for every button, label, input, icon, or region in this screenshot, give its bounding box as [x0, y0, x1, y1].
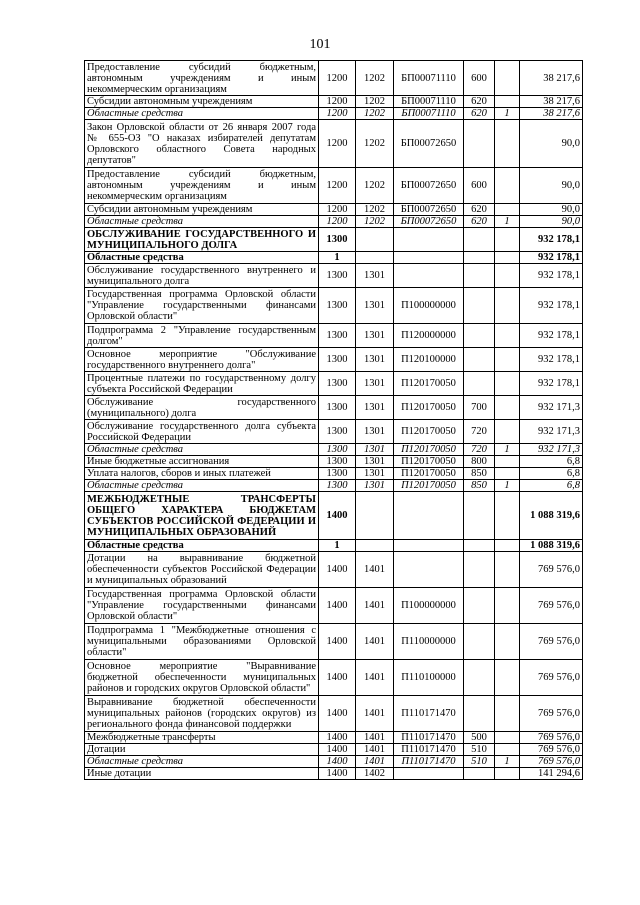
- section-code: 1400: [319, 552, 356, 588]
- row-name: Закон Орловской области от 26 января 2007 года № 655-ОЗ "О наказах избирателей депутатам Орловского областного Совета народных депутатов": [85, 120, 319, 168]
- section-code: 1400: [319, 744, 356, 756]
- funding-source-code: [495, 252, 520, 264]
- table-row: [85, 480, 583, 492]
- row-name: Уплата налогов, сборов и иных платежей: [85, 468, 319, 480]
- funding-source-code: 1: [495, 444, 520, 456]
- funding-source-code: [495, 456, 520, 468]
- table-row: [85, 324, 583, 348]
- expense-type-code: [464, 540, 495, 552]
- funding-source-code: [495, 324, 520, 348]
- row-name: Областные средства: [85, 216, 319, 228]
- subsection-code: 1401: [356, 624, 394, 660]
- funding-source-code: [495, 372, 520, 396]
- target-article-code: П120170050: [394, 396, 464, 420]
- row-name: Обслуживание государственного долга субъекта Российской Федерации: [85, 420, 319, 444]
- funding-source-code: 1: [495, 108, 520, 120]
- table-row: [85, 444, 583, 456]
- subsection-code: 1202: [356, 204, 394, 216]
- subsection-code: 1301: [356, 468, 394, 480]
- expense-type-code: [464, 324, 495, 348]
- funding-source-code: 1: [495, 756, 520, 768]
- table-row: [85, 468, 583, 480]
- expense-type-code: 510: [464, 744, 495, 756]
- funding-source-code: [495, 540, 520, 552]
- table-row: [85, 216, 583, 228]
- expense-type-code: 850: [464, 480, 495, 492]
- table-row: [85, 768, 583, 780]
- row-name: Подпрограмма 2 "Управление государственным долгом": [85, 324, 319, 348]
- amount: 141 294,6: [520, 768, 583, 780]
- row-name: Предоставление субсидий бюджетным, автономным учреждениям и иным некоммерческим организациям: [85, 168, 319, 204]
- row-name: Иные дотации: [85, 768, 319, 780]
- subsection-code: [356, 540, 394, 552]
- table-row: [85, 396, 583, 420]
- amount: 90,0: [520, 168, 583, 204]
- funding-source-code: [495, 588, 520, 624]
- table-row: [85, 660, 583, 696]
- target-article-code: [394, 264, 464, 288]
- expense-type-code: [464, 372, 495, 396]
- amount: 90,0: [520, 216, 583, 228]
- expense-type-code: [464, 588, 495, 624]
- funding-source-code: 1: [495, 480, 520, 492]
- table-row: [85, 420, 583, 444]
- target-article-code: П100000000: [394, 588, 464, 624]
- target-article-code: П120170050: [394, 456, 464, 468]
- amount: 6,8: [520, 468, 583, 480]
- table-row: [85, 456, 583, 468]
- section-code: 1400: [319, 768, 356, 780]
- expense-type-code: 620: [464, 108, 495, 120]
- table-row: [85, 61, 583, 96]
- subsection-code: 1401: [356, 552, 394, 588]
- amount: 38 217,6: [520, 108, 583, 120]
- expense-type-code: 620: [464, 216, 495, 228]
- subsection-code: 1401: [356, 660, 394, 696]
- subsection-code: 1202: [356, 216, 394, 228]
- target-article-code: П120000000: [394, 324, 464, 348]
- target-article-code: П120100000: [394, 348, 464, 372]
- funding-source-code: [495, 468, 520, 480]
- target-article-code: П110100000: [394, 660, 464, 696]
- section-code: 1400: [319, 696, 356, 732]
- table-row: [85, 588, 583, 624]
- target-article-code: [394, 492, 464, 540]
- table-row: [85, 96, 583, 108]
- row-name: Межбюджетные трансферты: [85, 732, 319, 744]
- amount: 932 178,1: [520, 228, 583, 252]
- row-name: Дотации: [85, 744, 319, 756]
- amount: 932 178,1: [520, 288, 583, 324]
- section-code: 1400: [319, 624, 356, 660]
- row-name: Государственная программа Орловской области "Управление государственными финансами Орловской области": [85, 288, 319, 324]
- target-article-code: П110000000: [394, 624, 464, 660]
- target-article-code: БП00071110: [394, 96, 464, 108]
- expense-type-code: 850: [464, 468, 495, 480]
- target-article-code: П110171470: [394, 744, 464, 756]
- subsection-code: 1401: [356, 588, 394, 624]
- funding-source-code: [495, 204, 520, 216]
- target-article-code: [394, 540, 464, 552]
- expense-type-code: 720: [464, 420, 495, 444]
- target-article-code: П120170050: [394, 444, 464, 456]
- section-code: 1200: [319, 96, 356, 108]
- subsection-code: 1301: [356, 480, 394, 492]
- funding-source-code: [495, 492, 520, 540]
- table-row: [85, 696, 583, 732]
- amount: 1 088 319,6: [520, 540, 583, 552]
- section-code: 1200: [319, 204, 356, 216]
- expense-type-code: [464, 660, 495, 696]
- amount: 769 576,0: [520, 696, 583, 732]
- subsection-code: 1301: [356, 444, 394, 456]
- section-code: 1300: [319, 468, 356, 480]
- subsection-code: 1301: [356, 324, 394, 348]
- target-article-code: [394, 252, 464, 264]
- subsection-code: [356, 228, 394, 252]
- amount: 769 576,0: [520, 588, 583, 624]
- funding-source-code: [495, 744, 520, 756]
- section-code: 1400: [319, 756, 356, 768]
- expense-type-code: [464, 624, 495, 660]
- funding-source-code: [495, 624, 520, 660]
- target-article-code: [394, 552, 464, 588]
- table-row: [85, 540, 583, 552]
- funding-source-code: [495, 288, 520, 324]
- expense-type-code: [464, 228, 495, 252]
- budget-table: [84, 60, 583, 780]
- target-article-code: [394, 228, 464, 252]
- row-name: Областные средства: [85, 108, 319, 120]
- page-number: 101: [309, 37, 331, 52]
- funding-source-code: [495, 420, 520, 444]
- subsection-code: 1301: [356, 420, 394, 444]
- section-code: 1400: [319, 492, 356, 540]
- row-name: Субсидии автономным учреждениям: [85, 204, 319, 216]
- target-article-code: БП00072650: [394, 216, 464, 228]
- table-row: [85, 492, 583, 540]
- funding-source-code: [495, 696, 520, 732]
- row-name: Подпрограмма 1 "Межбюджетные отношения с муниципальными образованиями Орловской области": [85, 624, 319, 660]
- amount: 932 178,1: [520, 264, 583, 288]
- row-name: Основное мероприятие "Выравнивание бюджетной обеспеченности муниципальных районов и городских округов Орловской области": [85, 660, 319, 696]
- row-name: Предоставление субсидий бюджетным, автономным учреждениям и иным некоммерческим организациям: [85, 61, 319, 96]
- row-name: Областные средства: [85, 252, 319, 264]
- subsection-code: 1401: [356, 756, 394, 768]
- table-row: [85, 732, 583, 744]
- expense-type-code: 500: [464, 732, 495, 744]
- funding-source-code: [495, 732, 520, 744]
- expense-type-code: [464, 552, 495, 588]
- row-name: Процентные платежи по государственному долгу субъекта Российской Федерации: [85, 372, 319, 396]
- amount: 38 217,6: [520, 96, 583, 108]
- subsection-code: 1301: [356, 288, 394, 324]
- expense-type-code: [464, 696, 495, 732]
- row-name: Субсидии автономным учреждениям: [85, 96, 319, 108]
- subsection-code: 1402: [356, 768, 394, 780]
- funding-source-code: [495, 264, 520, 288]
- row-name: Основное мероприятие "Обслуживание государственного внутреннего долга": [85, 348, 319, 372]
- subsection-code: 1301: [356, 456, 394, 468]
- subsection-code: 1202: [356, 120, 394, 168]
- target-article-code: БП00072650: [394, 204, 464, 216]
- section-code: 1400: [319, 660, 356, 696]
- section-code: 1: [319, 540, 356, 552]
- row-name: Выравнивание бюджетной обеспеченности муниципальных районов (городских округов) из регионального фонда финансовой поддержки: [85, 696, 319, 732]
- table-row: [85, 744, 583, 756]
- subsection-code: 1401: [356, 744, 394, 756]
- section-code: 1200: [319, 120, 356, 168]
- row-name: Областные средства: [85, 444, 319, 456]
- table-row: [85, 348, 583, 372]
- funding-source-code: [495, 228, 520, 252]
- subsection-code: [356, 492, 394, 540]
- amount: 90,0: [520, 204, 583, 216]
- section-code: 1300: [319, 324, 356, 348]
- section-code: 1300: [319, 420, 356, 444]
- subsection-code: 1401: [356, 732, 394, 744]
- funding-source-code: [495, 660, 520, 696]
- subsection-code: 1301: [356, 264, 394, 288]
- section-code: 1300: [319, 396, 356, 420]
- row-name: Обслуживание государственного внутреннего и муниципального долга: [85, 264, 319, 288]
- amount: 6,8: [520, 480, 583, 492]
- table-row: [85, 372, 583, 396]
- target-article-code: П100000000: [394, 288, 464, 324]
- section-code: 1300: [319, 372, 356, 396]
- row-name: Областные средства: [85, 540, 319, 552]
- amount: 6,8: [520, 456, 583, 468]
- expense-type-code: 510: [464, 756, 495, 768]
- section-code: 1300: [319, 288, 356, 324]
- table-row: [85, 228, 583, 252]
- expense-type-code: [464, 264, 495, 288]
- expense-type-code: 620: [464, 96, 495, 108]
- amount: 769 576,0: [520, 660, 583, 696]
- expense-type-code: 720: [464, 444, 495, 456]
- section-code: 1300: [319, 444, 356, 456]
- target-article-code: П110171470: [394, 732, 464, 744]
- section-code: 1300: [319, 228, 356, 252]
- funding-source-code: [495, 396, 520, 420]
- amount: 769 576,0: [520, 624, 583, 660]
- subsection-code: 1202: [356, 96, 394, 108]
- section-code: 1200: [319, 108, 356, 120]
- amount: 932 171,3: [520, 420, 583, 444]
- amount: 932 171,3: [520, 396, 583, 420]
- target-article-code: П120170050: [394, 372, 464, 396]
- table-row: [85, 288, 583, 324]
- funding-source-code: [495, 120, 520, 168]
- funding-source-code: [495, 768, 520, 780]
- row-name: МЕЖБЮДЖЕТНЫЕ ТРАНСФЕРТЫ ОБЩЕГО ХАРАКТЕРА БЮДЖЕТАМ СУБЪЕКТОВ РОССИЙСКОЙ ФЕДЕРАЦИИ И МУНИЦИПАЛЬНЫХ ОБРАЗОВАНИЙ: [85, 492, 319, 540]
- target-article-code: БП00071110: [394, 108, 464, 120]
- expense-type-code: [464, 288, 495, 324]
- row-name: Обслуживание государственного (муниципального) долга: [85, 396, 319, 420]
- budget-table-body: [85, 61, 583, 780]
- expense-type-code: 620: [464, 204, 495, 216]
- row-name: Иные бюджетные ассигнования: [85, 456, 319, 468]
- amount: 1 088 319,6: [520, 492, 583, 540]
- table-row: [85, 120, 583, 168]
- row-name: Областные средства: [85, 480, 319, 492]
- section-code: 1300: [319, 264, 356, 288]
- target-article-code: П120170050: [394, 420, 464, 444]
- funding-source-code: [495, 348, 520, 372]
- subsection-code: 1202: [356, 108, 394, 120]
- amount: 932 178,1: [520, 348, 583, 372]
- section-code: 1400: [319, 588, 356, 624]
- expense-type-code: 800: [464, 456, 495, 468]
- amount: 38 217,6: [520, 61, 583, 96]
- amount: 769 576,0: [520, 732, 583, 744]
- row-name: Областные средства: [85, 756, 319, 768]
- expense-type-code: [464, 348, 495, 372]
- funding-source-code: [495, 61, 520, 96]
- funding-source-code: [495, 552, 520, 588]
- expense-type-code: 600: [464, 168, 495, 204]
- section-code: 1200: [319, 168, 356, 204]
- amount: 932 178,1: [520, 372, 583, 396]
- table-row: [85, 624, 583, 660]
- target-article-code: П110171470: [394, 756, 464, 768]
- subsection-code: [356, 252, 394, 264]
- subsection-code: 1401: [356, 696, 394, 732]
- subsection-code: 1301: [356, 372, 394, 396]
- amount: 769 576,0: [520, 744, 583, 756]
- amount: 932 178,1: [520, 324, 583, 348]
- table-row: [85, 552, 583, 588]
- expense-type-code: [464, 120, 495, 168]
- row-name: Государственная программа Орловской области "Управление государственными финансами Орловской области": [85, 588, 319, 624]
- funding-source-code: [495, 168, 520, 204]
- section-code: 1: [319, 252, 356, 264]
- amount: 932 171,3: [520, 444, 583, 456]
- row-name: ОБСЛУЖИВАНИЕ ГОСУДАРСТВЕННОГО И МУНИЦИПАЛЬНОГО ДОЛГА: [85, 228, 319, 252]
- table-row: [85, 252, 583, 264]
- target-article-code: БП00071110: [394, 61, 464, 96]
- table-row: [85, 756, 583, 768]
- table-row: [85, 264, 583, 288]
- section-code: 1200: [319, 61, 356, 96]
- row-name: Дотации на выравнивание бюджетной обеспеченности субъектов Российской Федерации и муниципальных образований: [85, 552, 319, 588]
- target-article-code: [394, 768, 464, 780]
- funding-source-code: [495, 96, 520, 108]
- target-article-code: БП00072650: [394, 120, 464, 168]
- section-code: 1300: [319, 348, 356, 372]
- amount: 932 178,1: [520, 252, 583, 264]
- section-code: 1200: [319, 216, 356, 228]
- target-article-code: П120170050: [394, 480, 464, 492]
- expense-type-code: [464, 768, 495, 780]
- amount: 90,0: [520, 120, 583, 168]
- subsection-code: 1301: [356, 348, 394, 372]
- funding-source-code: 1: [495, 216, 520, 228]
- expense-type-code: [464, 252, 495, 264]
- section-code: 1300: [319, 456, 356, 468]
- target-article-code: П120170050: [394, 468, 464, 480]
- subsection-code: 1202: [356, 61, 394, 96]
- amount: 769 576,0: [520, 756, 583, 768]
- table-row: [85, 108, 583, 120]
- amount: 769 576,0: [520, 552, 583, 588]
- table-row: [85, 168, 583, 204]
- subsection-code: 1202: [356, 168, 394, 204]
- target-article-code: П110171470: [394, 696, 464, 732]
- section-code: 1400: [319, 732, 356, 744]
- target-article-code: БП00072650: [394, 168, 464, 204]
- table-row: [85, 204, 583, 216]
- subsection-code: 1301: [356, 396, 394, 420]
- section-code: 1300: [319, 480, 356, 492]
- expense-type-code: [464, 492, 495, 540]
- expense-type-code: 700: [464, 396, 495, 420]
- expense-type-code: 600: [464, 61, 495, 96]
